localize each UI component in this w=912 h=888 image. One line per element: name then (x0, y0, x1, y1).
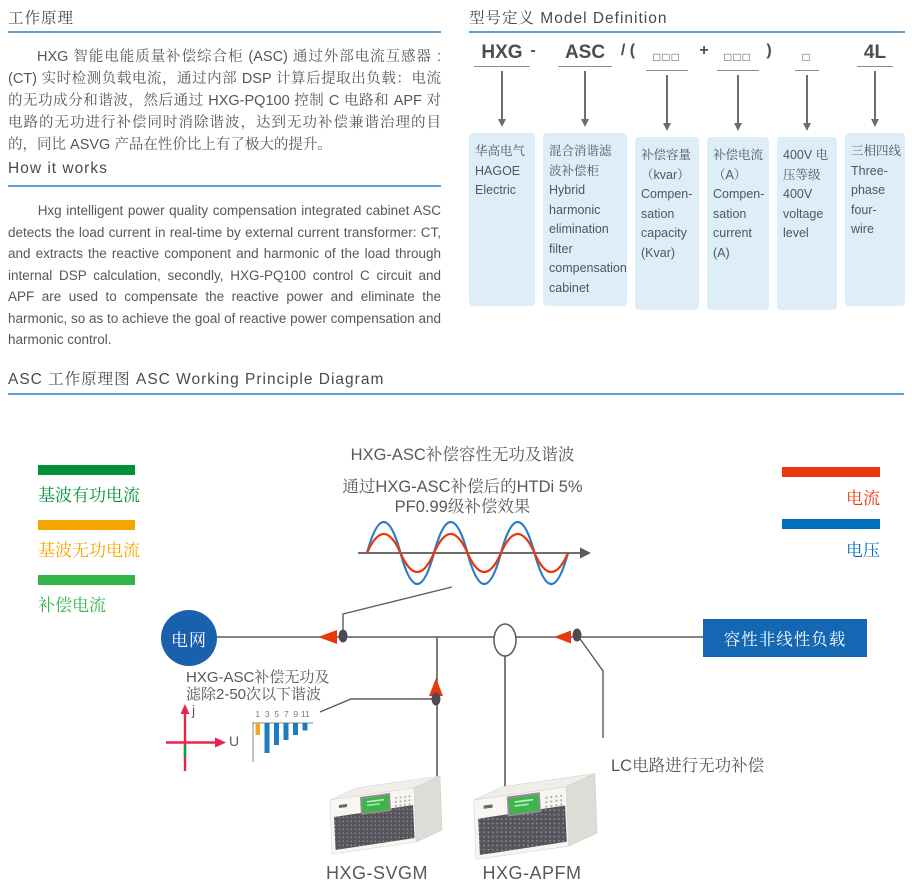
callout-to-lc-circuit (578, 636, 603, 738)
box-line: four- (851, 202, 877, 217)
waveform-figure (358, 522, 591, 584)
harmonic-tick: 7 (283, 709, 289, 719)
box-line: cabinet (549, 280, 590, 295)
box-line: 补偿容量 (641, 148, 692, 162)
flow-arrows (318, 630, 571, 696)
axis-arrowhead (580, 548, 591, 559)
box-line: harmonic (549, 202, 601, 217)
legend-swatch-compensation-current (38, 575, 135, 585)
wave-caption-line3: PF0.99级补偿效果 (394, 498, 531, 516)
model-separator-plus: + (699, 42, 709, 59)
how-it-works-title: How it works (8, 160, 108, 177)
box-line: elimination (549, 222, 609, 236)
box-line: (Kvar) (641, 245, 676, 260)
box-line: Compen- (641, 187, 693, 201)
junction-dots (339, 629, 582, 706)
harmonic-bar-7 (284, 723, 289, 740)
box-line: Hybrid (549, 183, 586, 197)
box-line: capacity (641, 226, 687, 240)
box-line: 波补偿柜 (549, 163, 600, 178)
box-line: sation (641, 206, 675, 221)
harmonic-bar-1 (256, 723, 261, 735)
model-separator-dash: - (530, 42, 536, 59)
box-line: compensation (549, 261, 627, 275)
harmonic-tick: 3 (264, 709, 270, 719)
box-line: wire (851, 222, 874, 236)
model-definition-title: 型号定义 Model Definition (469, 10, 668, 27)
box-line: Electric (475, 183, 516, 197)
box-line: HAGOE (475, 163, 521, 178)
power-grid-node: 电网 (161, 610, 217, 666)
harmonic-bar-3 (265, 723, 270, 753)
legend-label-fundamental-reactive: 基波无功电流 (38, 541, 140, 560)
box-line: voltage (783, 206, 824, 221)
model-separator-close-paren: ) (766, 42, 772, 59)
box-line: 华高电气 (475, 144, 526, 158)
box-line: phase (851, 183, 886, 197)
device-hxg-apfm (474, 774, 597, 860)
box-line: current (713, 226, 752, 240)
working-principle-paragraph: HXG 智能电能质量补偿综合柜 (ASC) 通过外部电流互感器 :(CT) 实时检测负载电流，通过内部 DSP 计算后提取出负载：电流的无功成分和谐波，然后通过 HXG-PQ100 控制 C 电路和 APF 对电路的无功进行补偿同时消除谐波，达到无功补偿兼谐治理的目的，同比 ASVG 产品在性价比上有了极大的提升。 (8, 49, 441, 153)
box-line: level (783, 226, 809, 240)
model-code: ASC (558, 42, 612, 67)
box-line: 压等级 (783, 167, 821, 182)
box-line: 400V 电 (783, 148, 829, 162)
legend-swatch-fundamental-reactive (38, 520, 135, 530)
asc-note-line2: 滤除2-50次以下谐波 (186, 686, 322, 703)
asc-compensation-note (186, 669, 329, 703)
diagram-title: ASC 工作原理图 ASC Working Principle Diagram (8, 371, 385, 388)
right-axis-arrowhead (215, 738, 226, 748)
model-code: □□□ (717, 42, 759, 71)
model-code: □□□ (646, 42, 688, 71)
box-line: (A) (713, 245, 730, 260)
model-code: □ (795, 42, 818, 71)
working-principle-title: 工作原理 (8, 10, 75, 27)
device-label-hxg-svgm: HXG-SVGM (325, 863, 428, 883)
nonlinear-load-box: 容性非线性负载 (703, 619, 867, 657)
box-line: 三相四线 (851, 144, 902, 158)
model-code: 4L (857, 42, 893, 67)
callout-from-harmonic-chart (320, 699, 432, 712)
model-separator-slash-paren: / ( (620, 42, 636, 59)
harmonic-tick: 11 (300, 709, 310, 719)
axis-label-u: U (229, 733, 240, 749)
harmonic-tick: 1 (255, 709, 261, 719)
legend-label-fundamental-active: 基波有功电流 (38, 486, 140, 505)
legend-swatch-fundamental-active (38, 465, 135, 475)
harmonic-bar-9 (293, 723, 298, 735)
legend-label-compensation-current: 补偿电流 (38, 596, 106, 615)
axis-label-j: j (192, 702, 196, 718)
wave-caption-line1: HXG-ASC补偿容性无功及谐波 (350, 446, 575, 464)
current-transformer-symbol (494, 624, 516, 656)
legend-swatch-current (782, 467, 880, 477)
box-line: （kvar） (641, 167, 690, 182)
device-label-hxg-apfm: HXG-APFM (482, 863, 582, 883)
harmonic-tick: 5 (274, 709, 280, 719)
how-it-works-paragraph: Hxg intelligent power quality compensation integrated cabinet ASC detects the load current in real-time by external current transformer: CT, and extracts the reactive component and harmonic of the load through internal DSP calculation, secondly, HXG-PQ100 control C circuit and APF are used to compensate the reactive power and eliminate the harmonic, so as to achieve the goal of reactive power compensation and harmonic control. (8, 203, 442, 347)
box-line: Compen- (713, 187, 765, 201)
harmonic-bar-11 (303, 723, 308, 731)
box-line: Three- (851, 163, 888, 178)
box-line: 补偿电流 (713, 148, 764, 162)
harmonic-spectrum-chart (253, 722, 313, 762)
box-line: 400V (783, 187, 813, 201)
left-flow-arrow (318, 630, 337, 644)
legend-label-voltage: 电压 (846, 541, 880, 560)
asc-note-line1: HXG-ASC补偿无功及 (186, 669, 330, 686)
up-axis-arrowhead (181, 704, 190, 714)
box-line: sation (713, 206, 747, 221)
left-flow-arrow (554, 631, 571, 644)
wave-caption-line2: 通过HXG-ASC补偿后的HTDi 5% (342, 478, 583, 496)
harmonic-tick: 9 (293, 709, 299, 719)
legend-swatch-voltage (782, 519, 880, 529)
box-line: 混合消谐滤 (549, 144, 612, 158)
box-line: filter (549, 241, 573, 256)
model-code: HXG (474, 42, 529, 67)
ju-axis-cross (166, 704, 226, 771)
callout-to-waveform (343, 587, 452, 632)
box-line: （A） (713, 167, 747, 182)
legend-label-current: 电流 (846, 489, 880, 508)
harmonic-order-ticks (253, 709, 310, 719)
lc-circuit-note: LC电路进行无功补偿 (611, 757, 765, 775)
callout-lines (320, 587, 603, 738)
device-hxg-svgm (330, 776, 442, 854)
harmonic-bar-5 (274, 723, 279, 745)
